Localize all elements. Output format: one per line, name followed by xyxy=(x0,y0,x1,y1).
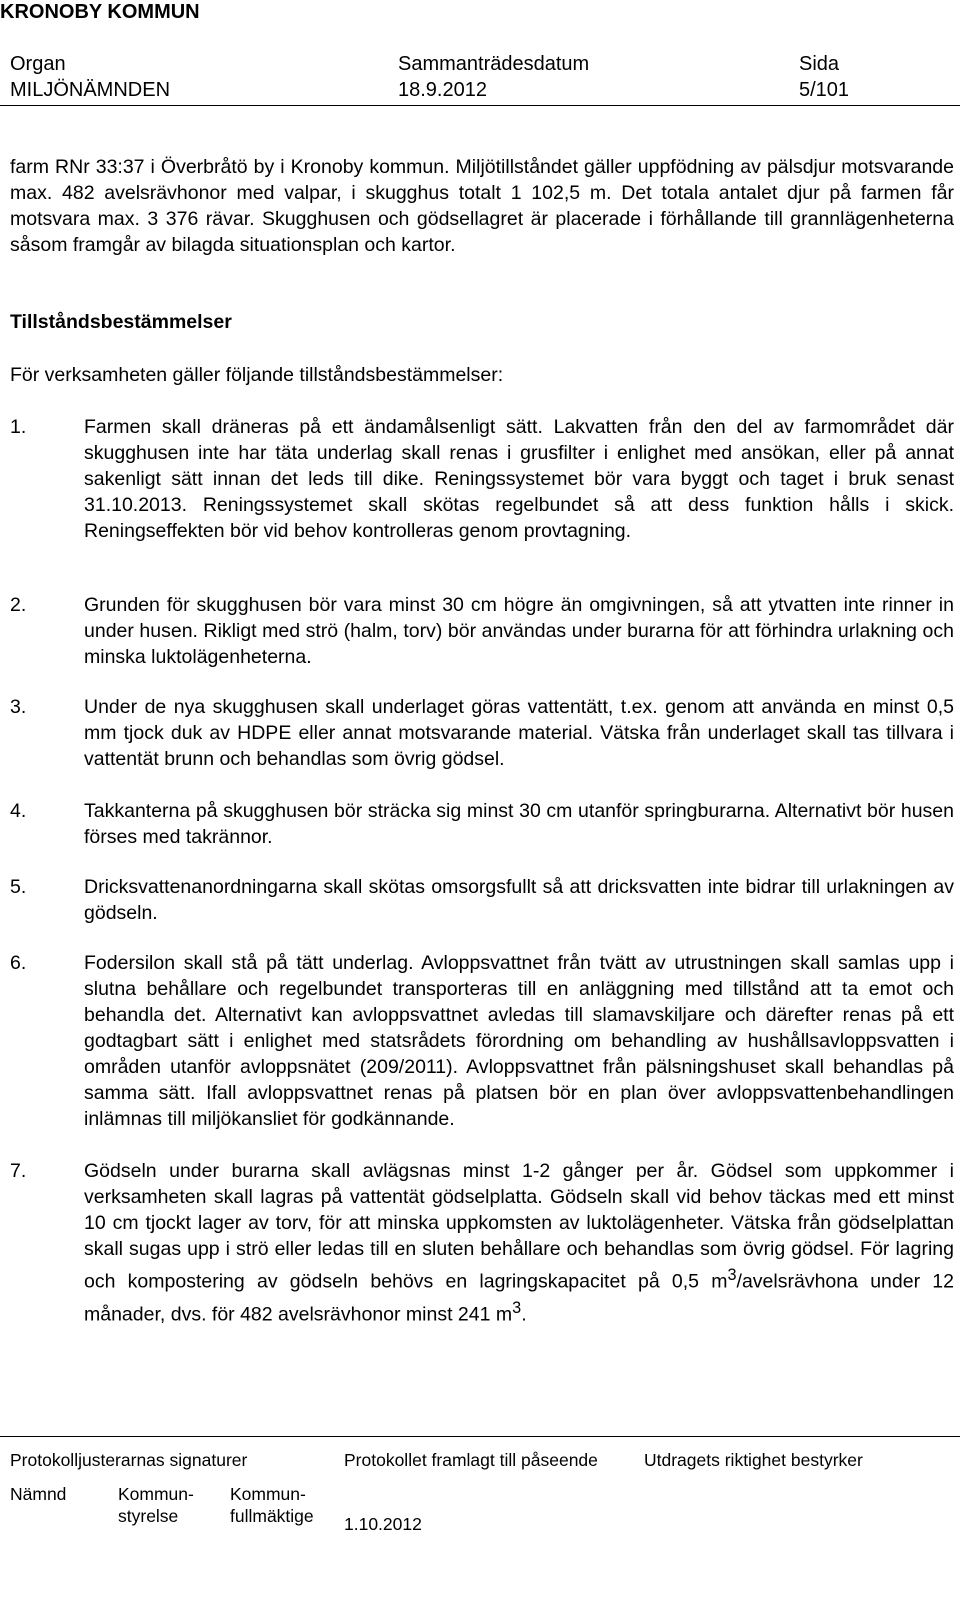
header-divider xyxy=(0,105,960,106)
item-text: Dricksvattenanordningarna skall skötas omsorgsfullt så att dricksvatten inte bidrar till urlakningen av gödseln. xyxy=(84,876,954,924)
public-display-label: Protokollet framlagt till påseende xyxy=(344,1450,598,1470)
namnd-label: Nämnd xyxy=(10,1484,67,1504)
intro-paragraph: farm RNr 33:37 i Överbråtö by i Kronoby kommun. Miljötillståndet gäller uppfödning av pälsdjur motsvarande max. 482 avelsrävhonor med valpar, i skugghus totalt 1 102,5 m. Det totala antalet djur på farmen får motsvara max. 3 376 rävar. Skugghusen och gödsellagret är placerade i förhållande till grannlägenheterna såsom framgår av bilagda situationsplan och kartor. xyxy=(10,156,954,256)
municipality-name: KRONOBY KOMMUN xyxy=(0,1,200,23)
kommunstyrelse-label-line1: Kommun- xyxy=(118,1484,194,1504)
kommunstyrelse-label-line2: styrelse xyxy=(118,1506,179,1526)
item-text-part: /avelsrävhona under 12 månader, dvs. för 482 avelsrävhonor minst 241 m xyxy=(84,1270,954,1325)
item-text: Under de nya skugghusen skall underlaget göras vattentätt, t.ex. genom att använda en minst 0,5 mm tjock duk av HDPE eller annat motsvarande material. Vätska från underlaget skall tas tillvara i vattentät brunn och behandlas som övrig gödsel. xyxy=(84,696,954,770)
item-number: 6. xyxy=(10,952,27,974)
item-number: 5. xyxy=(10,876,27,898)
signatures-label: Protokolljusterarnas signaturer xyxy=(10,1450,248,1470)
item-number: 4. xyxy=(10,800,27,822)
list-item xyxy=(10,414,954,544)
item-text: Takkanterna på skugghusen bör sträcka sig minst 30 cm utanför springburarna. Alternativt bör husen förses med takrännor. xyxy=(84,800,954,848)
section-lead: För verksamheten gäller följande tillståndsbestämmelser: xyxy=(10,364,504,386)
list-item xyxy=(10,694,954,772)
section-heading: Tillståndsbestämmelser xyxy=(10,311,232,333)
list-item xyxy=(10,1158,954,1327)
list-item xyxy=(10,950,954,1132)
item-text: Fodersilon skall stå på tätt underlag. Avloppsvattnet från tvätt av utrustningen skall samlas upp i slutna behållare och regelbundet transporteras till en anläggning med tillstånd att ta emot och behandla det. Alternativt kan avloppsvattnet avledas till slamavskiljare och därefter renas på ett godtagbart sätt i enlighet med statsrådets förordning om behandling av hushållsavloppsvatten i områden utanför avloppsnätet (209/2011). Avloppsvattnet från pälsningshuset skall behandlas på samma sätt. Ifall avloppsvattnet renas på platsen bör en plan över avloppsvattenbehandlingen inlämnas till miljökansliet för godkännande. xyxy=(84,952,954,1130)
item-number: 2. xyxy=(10,594,27,616)
organ-value: MILJÖNÄMNDEN xyxy=(10,79,171,101)
item-number: 3. xyxy=(10,696,27,718)
kommunfullmaktige-label-line1: Kommun- xyxy=(230,1484,306,1504)
display-date: 1.10.2012 xyxy=(344,1514,422,1534)
list-item xyxy=(10,798,954,850)
extract-verification-label: Utdragets riktighet bestyrker xyxy=(644,1450,863,1470)
superscript: 3 xyxy=(727,1266,737,1284)
item-number: 1. xyxy=(10,416,27,438)
item-text xyxy=(84,1158,954,1327)
list-item xyxy=(10,874,954,926)
page-label: Sida xyxy=(799,53,840,75)
list-item xyxy=(10,592,954,670)
organ-label: Organ xyxy=(10,53,66,75)
kommunfullmaktige-label-line2: fullmäktige xyxy=(230,1506,314,1526)
item-text: Grunden för skugghusen bör vara minst 30 cm högre än omgivningen, så att ytvatten inte rinner in under husen. Rikligt med strö (halm, torv) bör användas under burarna för att förhindra urlakning och minska luktolägenheterna. xyxy=(84,594,954,668)
item-text-part: Gödseln under burarna skall avlägsnas minst 1-2 gånger per år. Gödsel som uppkommer i verksamheten skall lagras på vattentät gödselplatta. Gödseln skall vid behov täckas med ett minst 10 cm tjockt lager av torv, för att minska uppkomsten av luktolägenheter. Vätska från gödselplattan skall sugas upp i strö eller ledas till en sluten behållare och behandlas som övrig gödsel. För lagring och kompostering av gödseln behövs en lagringskapacitet på 0,5 m xyxy=(84,1160,954,1293)
footer-divider xyxy=(0,1436,960,1437)
item-text-part: . xyxy=(521,1303,527,1325)
item-number: 7. xyxy=(10,1160,27,1182)
superscript: 3 xyxy=(512,1298,522,1317)
page-value: 5/101 xyxy=(799,79,850,101)
date-value: 18.9.2012 xyxy=(398,79,487,101)
date-label: Sammanträdesdatum xyxy=(398,53,590,75)
item-text: Farmen skall dräneras på ett ändamålsenligt sätt. Lakvatten från den del av farmområdet där skugghusen inte har täta underlag skall renas i grusfilter i enlighet med ansökan, eller på annat sakenligt sätt innan det leds till dike. Reningssystemet bör vara byggt och taget i bruk senast 31.10.2013. Reningssystemet skall skötas regelbundet så att dess funktion hålls i skick. Reningseffekten bör vid behov kontrolleras genom provtagning. xyxy=(84,416,954,542)
